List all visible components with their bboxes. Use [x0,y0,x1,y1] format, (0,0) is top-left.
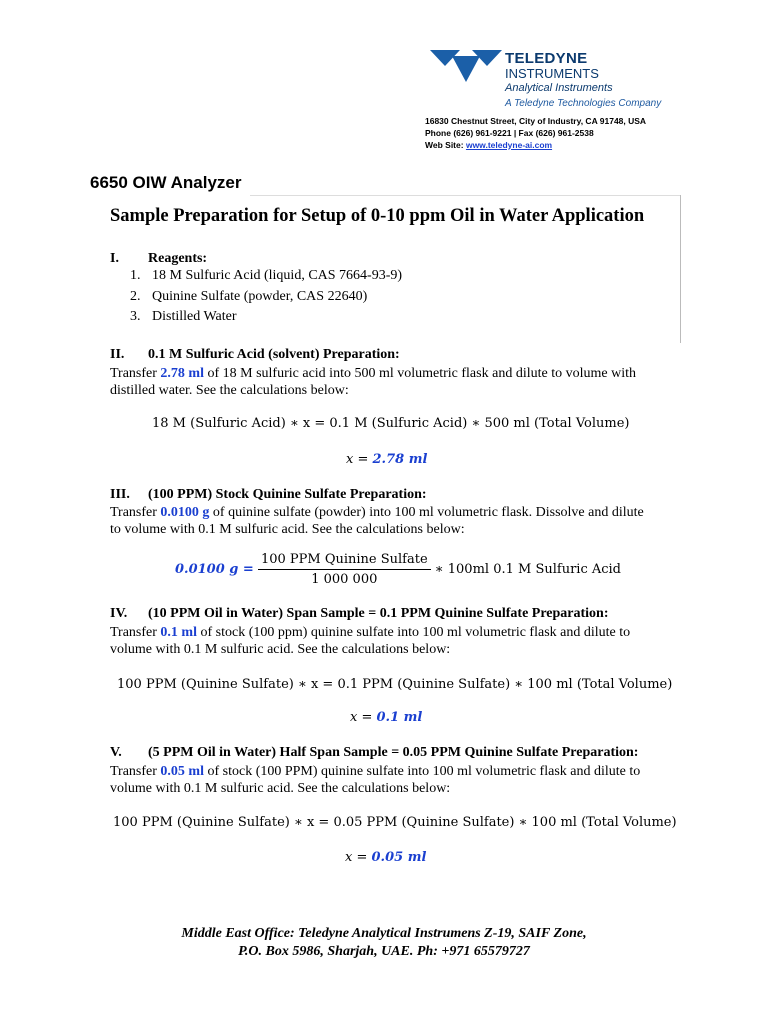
fraction: $\frac{\text{100 PPM Quinine Sulfate}}{1 000 000}$ [258,552,431,587]
brand-line2: INSTRUMENTS [505,66,599,81]
address: 16830 Chestnut Street, City of Industry, CA 91748, USA [425,116,647,126]
section-number: II. [110,347,125,362]
section-heading [110,606,609,622]
product-title: 6650 OIW Analyzer [90,173,242,192]
section-title: Reagents: [148,251,208,266]
list-item: 2. Quinine Sulfate (powder, CAS 22640) [130,289,368,304]
teledyne-logo-icon [430,46,502,86]
section-heading [110,251,207,267]
section-number: III. [110,487,130,502]
paragraph: Transfer 2.78 ml of 18 M sulfuric acid into 500 ml volumetric flask and dilute to volume with distilled water. See the calculations below: [110,366,636,398]
equation: 100 PPM (Quinine Sulfate) ∗ x = 0.05 PPM (Quinine Sulfate) ∗ 100 ml (Total Volume) [113,815,677,830]
phone-fax: Phone (626) 961-9221 | Fax (626) 961-2538 [425,128,594,138]
footer-line1: Middle East Office: Teledyne Analytical Instrumens Z-19, SAIF Zone, [181,926,587,941]
equation: 100 PPM (Quinine Sulfate) ∗ x = 0.1 PPM (Quinine Sulfate) ∗ 100 ml (Total Volume) [117,677,673,692]
section-title: (5 PPM Oil in Water) Half Span Sample = 0.05 PPM Quinine Sulfate Preparation: [148,745,639,760]
paragraph: Transfer 0.0100 g of quinine sulfate (powder) into 100 ml volumetric flask. Dissolve and dilute to volume with 0.1 M sulfuric acid. See the calculations below: [110,505,644,537]
section-heading [110,745,638,761]
list-item: 1. 18 M Sulfuric Acid (liquid, CAS 7664-93-9) [130,268,403,283]
section-number: I. [110,251,119,266]
paragraph: Transfer 0.1 ml of stock (100 ppm) quinine sulfate into 100 ml volumetric flask and dilute to volume with 0.1 M sulfuric acid. See the calculations below: [110,625,631,657]
divider [680,195,681,343]
website-line [425,140,552,150]
footer-line2: P.O. Box 5986, Sharjah, UAE. Ph: +971 65579727 [238,944,530,959]
list-item: 3. Distilled Water [130,309,237,324]
paragraph: Transfer 0.05 ml of stock (100 PPM) quinine sulfate into 100 ml volumetric flask and dilute to volume with 0.1 M sulfuric acid. See the calculations below: [110,764,641,796]
website-label: Web Site: [425,140,464,150]
brand-line3: Analytical Instruments [505,82,613,94]
section-number: IV. [110,606,128,621]
section-title: 0.1 M Sulfuric Acid (solvent) Preparation: [148,347,400,362]
brand-name: TELEDYNE [505,50,588,67]
divider [250,195,680,196]
equation-result: x = 0.1 ml [350,710,423,725]
section-heading [110,347,400,363]
website-link[interactable]: www.teledyne-ai.com [465,140,553,150]
fraction-equation: 0.0100 g = $\frac{\text{100 PPM Quinine Sulfate}}{1 000 000}$ ∗ 100ml 0.1 M Sulfuric Acid [175,552,621,587]
section-title: (100 PPM) Stock Quinine Sulfate Preparation: [148,487,427,502]
section-number: V. [110,745,122,760]
document-title: Sample Preparation for Setup of 0-10 ppm Oil in Water Application [110,206,645,226]
section-title: (10 PPM Oil in Water) Span Sample = 0.1 PPM Quinine Sulfate Preparation: [148,606,609,621]
equation-result: x = 2.78 ml [346,452,428,467]
section-heading [110,487,427,503]
equation: 18 M (Sulfuric Acid) ∗ x = 0.1 M (Sulfuric Acid) ∗ 500 ml (Total Volume) [152,416,630,431]
equation-result: x = 0.05 ml [345,850,427,865]
brand-line4: A Teledyne Technologies Company [505,98,662,109]
